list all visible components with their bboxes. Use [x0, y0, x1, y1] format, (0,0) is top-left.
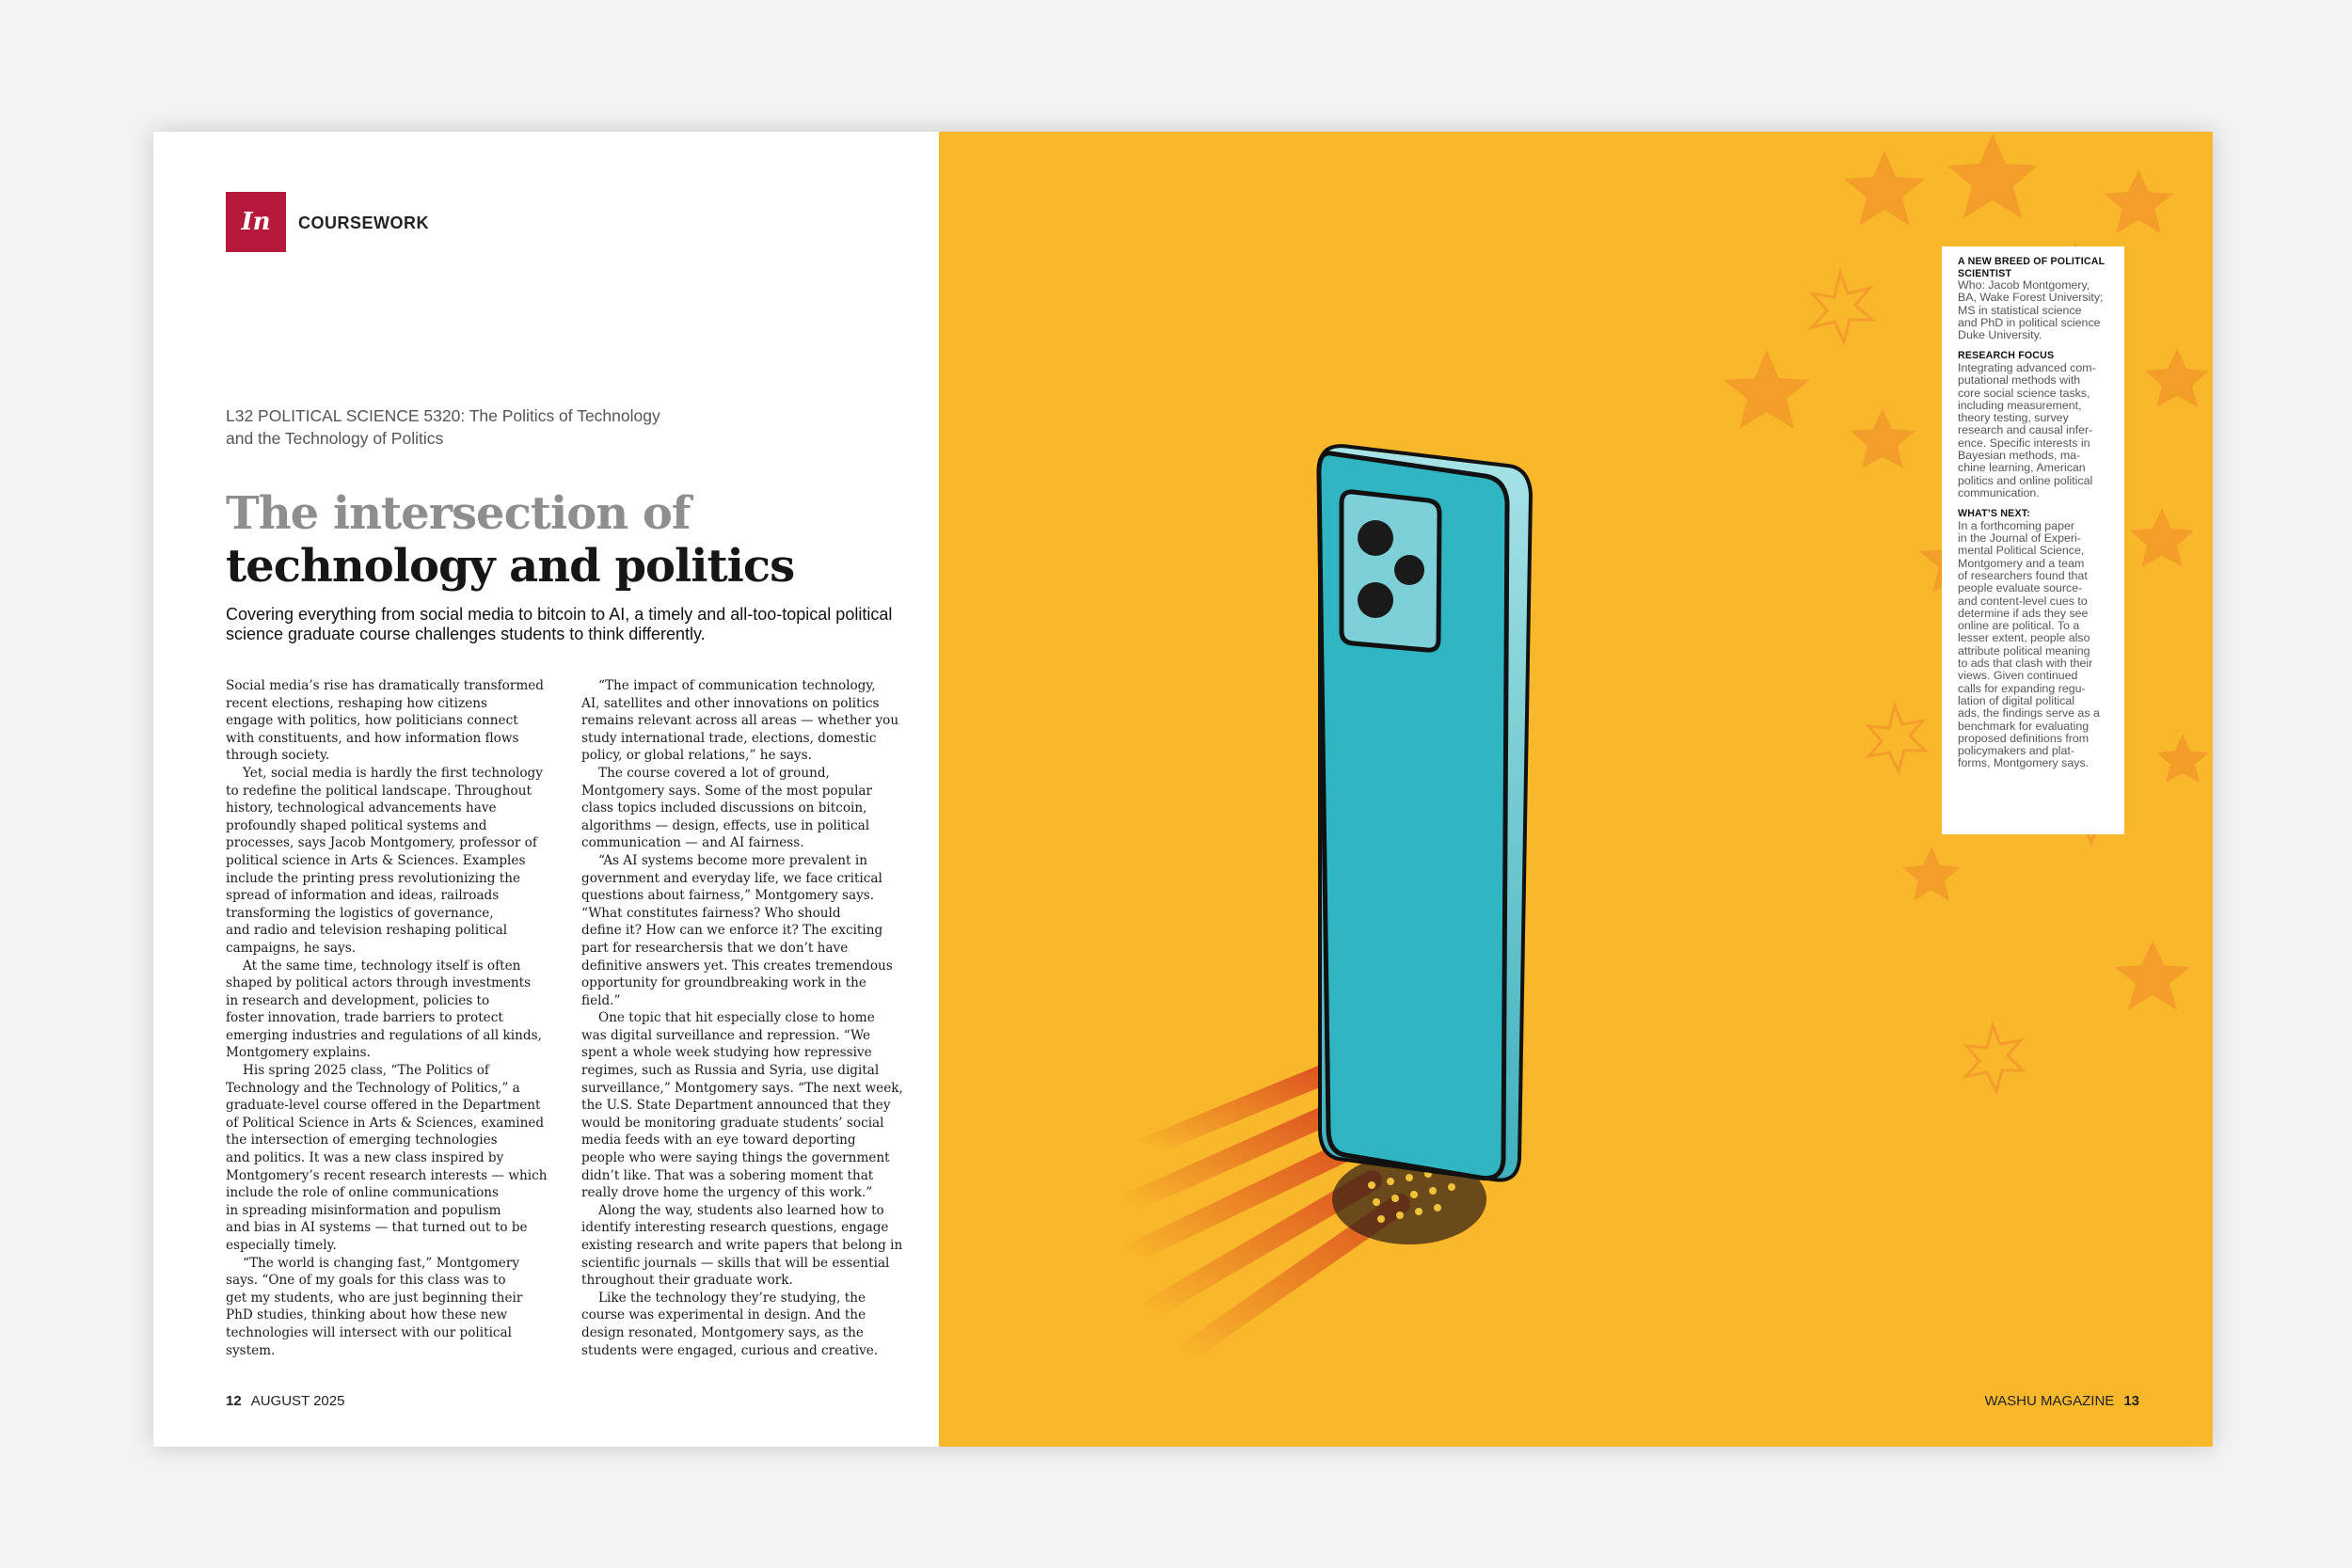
text-line: regimes, such as Russia and Syria, use digital [581, 1063, 880, 1079]
sidebar-box [1942, 246, 2124, 834]
text-line: government and everyday life, we face critical [581, 870, 882, 886]
text-line: putational methods with [1958, 373, 2081, 388]
text-line: communication. [1958, 485, 2040, 499]
text-line: Yet, social media is hardly the first technology [243, 765, 543, 781]
text-line: opportunity for groundbreaking work in the [581, 975, 866, 991]
text-line: Bayesian methods, ma- [1958, 449, 2081, 463]
text-line: media feeds with an eye toward deporting [581, 1132, 856, 1148]
text-line: chine learning, American [1958, 461, 2086, 475]
text-line: “As AI systems become more prevalent in [598, 852, 867, 868]
text-line: definitive answers yet. This creates tremendous [581, 958, 893, 974]
text-line: “What constitutes fairness? Who should [581, 905, 841, 921]
text-line: in spreading misinformation and populism [226, 1202, 501, 1218]
text-line: Duke University. [1958, 328, 2042, 342]
text-line: calls for expanding regu- [1958, 681, 2086, 695]
text-line: part for researchersis that we don’t have [581, 940, 849, 956]
text-line: SCIENTIST [1958, 267, 2012, 279]
text-line: of Political Science in Arts & Sciences, examined [226, 1115, 545, 1131]
text-line: communication — and AI fairness. [581, 835, 804, 851]
text-line: people who were saying things the government [581, 1150, 890, 1166]
text-line: political science in Arts & Sciences. Examples [226, 852, 526, 868]
text-line: ads, the findings serve as a [1958, 706, 2100, 721]
text-line: lation of digital political [1958, 693, 2074, 707]
text-line: foster innovation, trade barriers to protect [226, 1010, 503, 1026]
text-line: and politics. It was a new class inspired by [226, 1150, 504, 1166]
text-line: system. [226, 1342, 276, 1358]
body-column-1 [226, 677, 572, 1359]
text-line: Like the technology they’re studying, the [598, 1290, 866, 1306]
text-line: including measurement, [1958, 398, 2082, 412]
headline-line-1: The intersection of [226, 487, 691, 540]
text-line: engage with politics, how politicians connect [226, 713, 518, 729]
text-line: and bias in AI systems — that turned out to be [226, 1220, 528, 1236]
text-line: existing research and write papers that belong in [581, 1238, 903, 1253]
sidebar-paragraph [1958, 279, 2109, 341]
text-line: Technology and the Technology of Politics,” a [226, 1080, 520, 1096]
text-line: technologies will intersect with our political [226, 1324, 513, 1340]
text-line: really drove home the urgency of this work.” [581, 1185, 873, 1201]
text-line: graduate-level course offered in the Department [226, 1098, 541, 1114]
left-page [153, 132, 939, 1447]
text-line: emerging industries and regulations of all kinds, [226, 1027, 542, 1043]
text-line: define it? How can we enforce it? The exciting [581, 923, 883, 939]
text-line: and PhD in political science [1958, 315, 2101, 329]
text-line: spread of information and ideas, railroads [226, 888, 500, 904]
sidebar-heading: RESEARCH FOCUS [1958, 350, 2055, 362]
text-line: Who: Jacob Montgomery, [1958, 278, 2090, 292]
text-line: surveillance,” Montgomery says. “The next week, [581, 1080, 903, 1096]
text-line: design resonated, Montgomery says, as the [581, 1324, 864, 1340]
text-line: to ads that clash with their [1958, 657, 2093, 671]
text-line: benchmark for evaluating [1958, 719, 2090, 733]
text-line: mental Political Science, [1958, 544, 2085, 558]
text-line: include the printing press revolutionizing the [226, 870, 521, 886]
text-line: forms, Montgomery says. [1958, 756, 2090, 770]
text-line: in research and development, policies to [226, 992, 490, 1008]
sidebar-heading [1958, 256, 2109, 279]
text-line: A NEW BREED OF POLITICAL [1958, 256, 2106, 267]
text-line: history, technological advancements have [226, 800, 497, 816]
sidebar-paragraph [1958, 520, 2109, 770]
text-line: views. Given continued [1958, 669, 2078, 683]
text-line: field.” [581, 992, 621, 1008]
text-line: “The impact of communication technology, [598, 678, 876, 693]
text-line: recent elections, reshaping how citizens [226, 695, 487, 711]
page-number: 13 [2123, 1393, 2139, 1409]
text-line: Social media’s rise has dramatically transformed [226, 678, 544, 693]
text-line: processes, says Jacob Montgomery, professor of [226, 835, 537, 851]
text-line: transforming the logistics of governance, [226, 905, 494, 921]
in-logo-icon: In [226, 192, 286, 252]
text-line: politics and online political [1958, 473, 2093, 487]
right-page [939, 132, 2213, 1447]
text-line: the U.S. State Department announced that they [581, 1098, 891, 1114]
text-line: “The world is changing fast,” Montgomery [243, 1255, 520, 1271]
text-line: policy, or global relations,” he says. [581, 748, 812, 764]
text-line: One topic that hit especially close to home [598, 1010, 875, 1026]
text-line: of researchers found that [1958, 568, 2088, 582]
text-line: algorithms — design, effects, use in political [581, 817, 870, 833]
text-line: Montgomery and a team [1958, 556, 2085, 570]
text-line: throughout their graduate work. [581, 1273, 793, 1289]
sidebar-paragraph [1958, 362, 2109, 499]
text-line: course was experimental in design. And the [581, 1307, 866, 1323]
dek-line: science graduate course challenges students to think differently. [226, 625, 706, 643]
text-line: remains relevant across all areas — whether you [581, 713, 899, 729]
text-line: attribute political meaning [1958, 643, 2090, 657]
issue-date: AUGUST 2025 [250, 1393, 345, 1409]
footer-left [226, 1393, 344, 1409]
text-line: include the role of online communications [226, 1185, 500, 1201]
magazine-name: WASHU MAGAZINE [1984, 1393, 2115, 1409]
text-line: lesser extent, people also [1958, 631, 2090, 645]
text-line: the intersection of emerging technologies [226, 1132, 498, 1148]
text-line: Montgomery explains. [226, 1045, 371, 1061]
text-line: and radio and television reshaping political [226, 923, 508, 939]
text-line: says. “One of my goals for this class was to [226, 1273, 506, 1289]
text-line: In a forthcoming paper [1958, 518, 2074, 532]
course-title-line: and the Technology of Politics [226, 429, 444, 448]
text-line: especially timely. [226, 1238, 337, 1253]
headline-line-2: technology and politics [226, 540, 795, 593]
text-line: The course covered a lot of ground, [598, 765, 830, 781]
footer-right [1985, 1393, 2139, 1409]
text-line: spent a whole week studying how repressive [581, 1045, 872, 1061]
text-line: Integrating advanced com- [1958, 360, 2096, 374]
text-line: policymakers and plat- [1958, 744, 2074, 758]
text-line: with constituents, and how information flows [226, 730, 519, 746]
text-line: AI, satellites and other innovations on politics [581, 695, 880, 711]
dek [226, 605, 927, 644]
text-line: would be monitoring graduate students’ social [581, 1115, 884, 1131]
text-line: campaigns, he says. [226, 940, 357, 956]
text-line: profoundly shaped political systems and [226, 817, 487, 833]
text-line: people evaluate source- [1958, 581, 2083, 595]
text-line: and content-level cues to [1958, 594, 2088, 608]
text-line: to redefine the political landscape. Throughout [226, 783, 532, 799]
text-line: Along the way, students also learned how to [598, 1202, 884, 1218]
text-line: BA, Wake Forest University; [1958, 291, 2104, 305]
text-line: research and causal infer- [1958, 423, 2093, 437]
text-line: identify interesting research questions, engage [581, 1220, 889, 1236]
text-line: ence. Specific interests in [1958, 436, 2090, 450]
headline [226, 487, 794, 593]
section-label: COURSEWORK [298, 214, 429, 232]
text-line: didn’t like. That was a sobering moment that [581, 1167, 874, 1183]
text-line: proposed definitions from [1958, 731, 2090, 745]
text-line: PhD studies, thinking about how these new [226, 1307, 508, 1323]
page-number: 12 [226, 1393, 242, 1409]
text-line: get my students, who are just beginning their [226, 1290, 523, 1306]
text-line: Montgomery’s recent research interests — which [226, 1167, 548, 1183]
text-line: through society. [226, 748, 330, 764]
smartphone-illustration [1319, 446, 1531, 1180]
course-title [226, 404, 753, 450]
text-line: determine if ads they see [1958, 606, 2089, 620]
text-line: His spring 2025 class, “The Politics of [243, 1063, 489, 1079]
text-line: study international trade, elections, domestic [581, 730, 877, 746]
text-line: theory testing, survey [1958, 411, 2069, 425]
text-line: online are political. To a [1958, 619, 2080, 633]
text-line: in the Journal of Experi- [1958, 531, 2081, 546]
magazine-spread [153, 132, 2213, 1447]
text-line: core social science tasks, [1958, 386, 2090, 400]
text-line: class topics included discussions on bitcoin, [581, 800, 867, 816]
course-title-line: L32 POLITICAL SCIENCE 5320: The Politics of Technology [226, 406, 660, 425]
sidebar-heading: WHAT’S NEXT: [1958, 508, 2030, 520]
text-line: questions about fairness,” Montgomery says. [581, 888, 875, 904]
text-line: scientific journals — skills that will be essential [581, 1255, 890, 1271]
text-line: Montgomery says. Some of the most popular [581, 783, 873, 799]
text-line: was digital surveillance and repression. “We [581, 1027, 870, 1043]
dek-line: Covering everything from social media to bitcoin to AI, a timely and all-too-topical political [226, 605, 893, 624]
text-line: students were engaged, curious and creative. [581, 1342, 879, 1358]
text-line: At the same time, technology itself is often [243, 958, 521, 974]
body-column-2 [581, 677, 928, 1359]
text-line: MS in statistical science [1958, 303, 2082, 317]
text-line: shaped by political actors through investments [226, 975, 532, 991]
